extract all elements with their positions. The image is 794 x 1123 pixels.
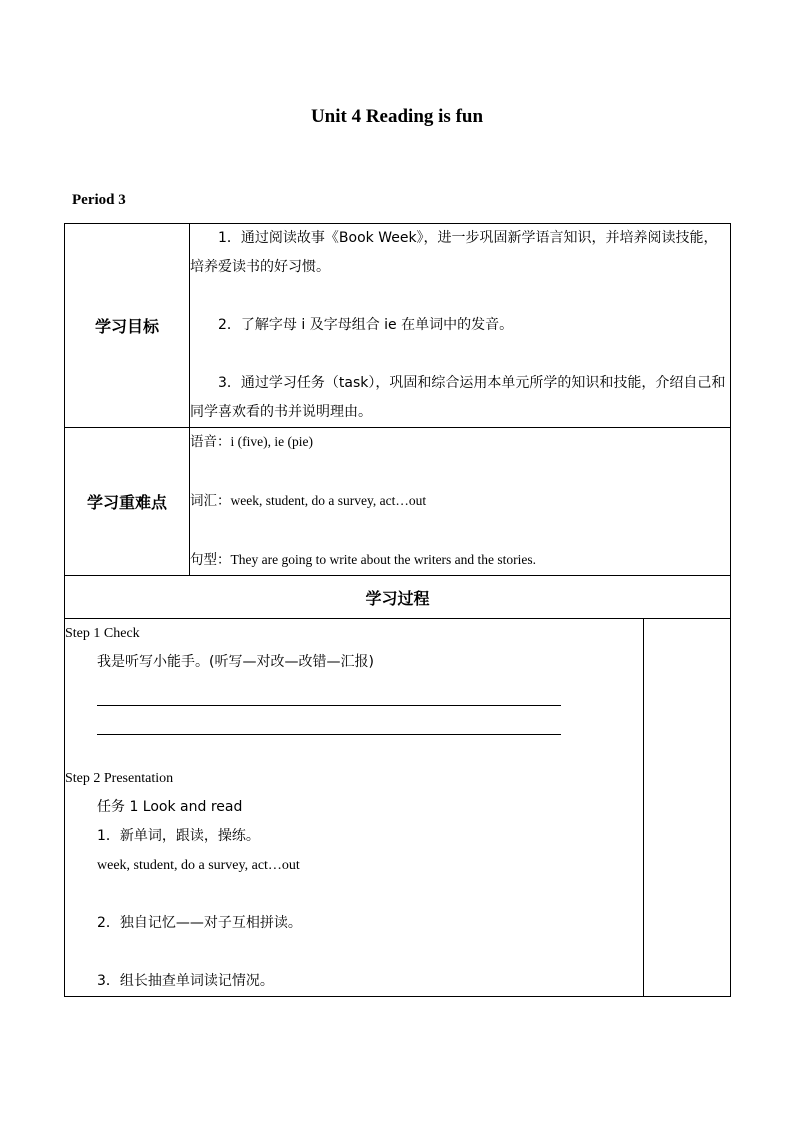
goal-item-1: 1．通过阅读故事《Book Week》，进一步巩固新学语言知识，并培养阅读技能，培养爱读书的好习惯。	[190, 230, 718, 275]
goals-label: 学习目标	[65, 224, 190, 428]
goals-content	[190, 224, 731, 428]
process-header-row	[65, 576, 731, 619]
process-item-3: 3．组长抽查单词读记情况。	[97, 973, 274, 989]
task1-label: 任务 1 Look and read	[97, 799, 243, 815]
process-heading: 学习过程	[65, 576, 731, 619]
goals-row	[65, 224, 731, 428]
difficulties-row	[65, 428, 731, 576]
difficulties-content	[190, 428, 731, 576]
vocab-line: 词汇：week, student, do a survey, act…out	[190, 493, 427, 508]
process-item-1: 1．新单词，跟读，操练。	[97, 828, 260, 844]
process-item-2: 2．独自记忆——对子互相拼读。	[97, 915, 302, 931]
step1-title: Step 1 Check	[65, 626, 140, 641]
step2-title: Step 2 Presentation	[65, 771, 174, 786]
goal-item-3: 3．通过学习任务（task），巩固和综合运用本单元所学的知识和技能，介绍自己和同学喜欢看的书并说明理由。	[190, 375, 726, 420]
document-title: Unit 4 Reading is fun	[310, 106, 484, 127]
answer-line-2	[97, 706, 561, 735]
period-label: Period 3	[72, 192, 126, 208]
lesson-plan-table	[64, 223, 731, 997]
phonics-line: 语音：i (five), ie (pie)	[190, 434, 313, 449]
process-content	[65, 619, 644, 997]
sentence-line: 句型：They are going to write about the writers and the stories.	[190, 552, 537, 567]
step1-task: 我是听写小能手。(听写—对改—改错—汇报)	[97, 654, 374, 670]
words-line: week, student, do a survey, act…out	[97, 858, 300, 873]
notes-column	[644, 619, 731, 997]
answer-line-1	[97, 677, 561, 706]
goal-item-2: 2．了解字母 i 及字母组合 ie 在单词中的发音。	[218, 317, 514, 333]
process-row	[65, 619, 731, 997]
difficulties-label: 学习重难点	[65, 428, 190, 576]
